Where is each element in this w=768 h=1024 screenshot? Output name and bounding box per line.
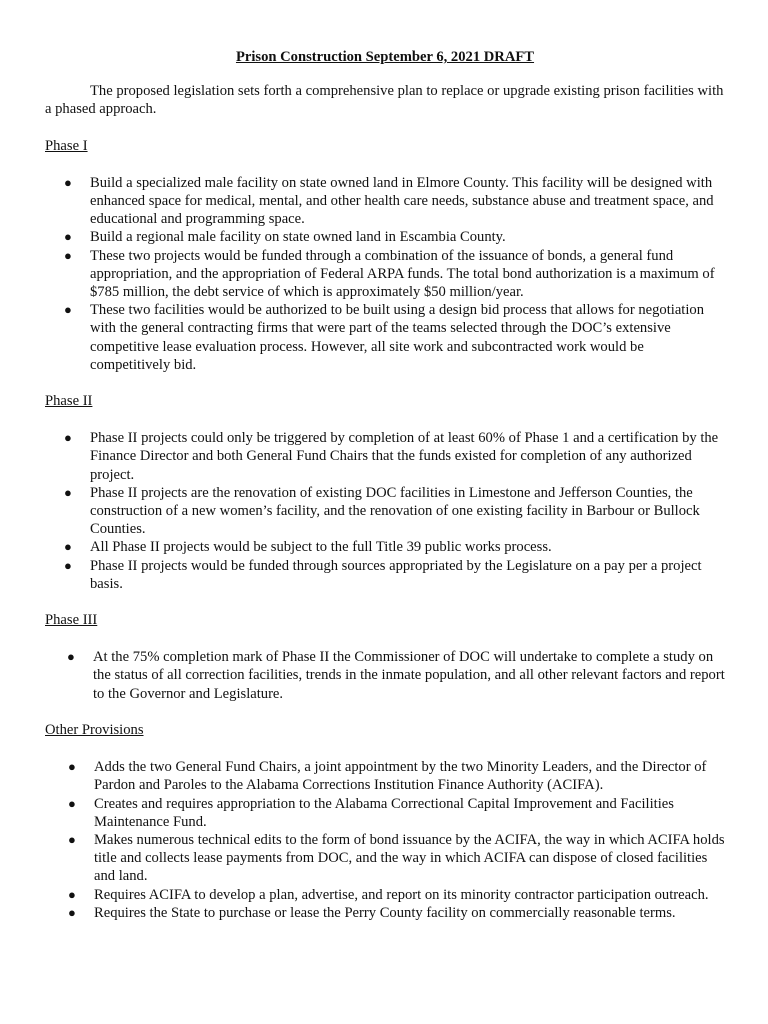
section-heading-other-provisions: Other Provisions — [45, 721, 144, 738]
list-item-text: Adds the two General Fund Chairs, a joint appointment by the two Minority Leaders, and the Director of Pardon and Paroles to the Alabama Corrections Institution Finance Authority (ACIFA). — [94, 759, 707, 794]
list-item — [45, 301, 725, 374]
bullet-icon: ● — [68, 886, 76, 902]
list-item-text: These two projects would be funded through a combination of the issuance of bonds, a general fund appropriation, and the appropriation of Federal ARPA funds. The total bond authorization is a maximum of $785 million, the debt service of which is approximately $50 million/year. — [90, 247, 715, 301]
list-item-text: Phase II projects would be funded through sources appropriated by the Legislature on a pay per a project basis. — [90, 557, 702, 592]
section-heading-phase-3: Phase III — [45, 612, 98, 629]
list-item — [45, 429, 725, 484]
bullet-icon: ● — [64, 229, 72, 245]
intro-paragraph: The proposed legislation sets forth a comprehensive plan to replace or upgrade existing prison facilities with a phased approach. — [45, 83, 724, 118]
phase-3-list — [45, 648, 725, 703]
section-heading-phase-2: Phase II — [45, 393, 93, 410]
bullet-icon: ● — [64, 247, 72, 263]
list-item — [45, 758, 725, 794]
list-item-text: Makes numerous technical edits to the form of bond issuance by the ACIFA, the way in which ACIFA holds title and collects lease payments from DOC, and the way in which ACIFA can dispose of closed facilities and land. — [94, 831, 725, 885]
list-item-text: Phase II projects are the renovation of existing DOC facilities in Limestone and Jefferson Counties, the construction of a new women’s facility, and the renovation of one existing facility in Barbour or Bullock Counties. — [90, 484, 700, 538]
list-item — [45, 247, 725, 302]
list-item — [45, 538, 725, 556]
list-item — [45, 795, 725, 831]
list-item-text: Requires the State to purchase or lease the Perry County facility on commercially reasonable terms. — [94, 904, 676, 921]
other-provisions-list — [45, 758, 725, 922]
list-item — [45, 484, 725, 539]
bullet-icon: ● — [64, 557, 72, 573]
bullet-icon: ● — [64, 484, 72, 500]
document-page — [45, 48, 725, 922]
bullet-icon: ● — [64, 539, 72, 555]
list-item — [45, 831, 725, 886]
phase-2-list — [45, 429, 725, 593]
list-item-text: Phase II projects could only be triggered by completion of at least 60% of Phase 1 and a certification by the Finance Director and both General Fund Chairs that the funds existed for completion of any authorized project. — [90, 430, 719, 483]
list-item-text: Requires ACIFA to develop a plan, advertise, and report on its minority contractor participation outreach. — [94, 886, 709, 903]
bullet-icon: ● — [64, 302, 72, 318]
list-item-text: At the 75% completion mark of Phase II the Commissioner of DOC will undertake to complete a study on the status of all correction facilities, trends in the inmate population, and all other relevant factors and report to the Governor and Legislature. — [93, 649, 725, 702]
list-item-text: Build a regional male facility on state owned land in Escambia County. — [90, 229, 506, 246]
bullet-icon: ● — [68, 904, 76, 920]
bullet-icon: ● — [68, 759, 76, 775]
list-item-text: These two facilities would be authorized to be built using a design bid process that allows for negotiation with the general contracting firms that were part of the teams selected through the DOC’s extensive competitive lease evaluation process. However, all site work and subcontracted work would be competitively bid. — [90, 302, 705, 373]
phase-1-list — [45, 174, 725, 374]
document-title: Prison Construction September 6, 2021 DRAFT — [235, 49, 535, 65]
list-item — [45, 557, 725, 593]
list-item-text: All Phase II projects would be subject to the full Title 39 public works process. — [90, 539, 552, 556]
bullet-icon: ● — [68, 795, 76, 811]
list-item — [45, 648, 725, 703]
list-item-text: Build a specialized male facility on state owned land in Elmore County. This facility will be designed with enhanced space for medical, mental, and other health care needs, substance abuse and treatment space, and educational and programming space. — [90, 174, 714, 228]
list-item — [45, 228, 725, 246]
list-item — [45, 886, 725, 904]
list-item-text: Creates and requires appropriation to the Alabama Correctional Capital Improvement and Facilities Maintenance Fund. — [94, 795, 674, 830]
bullet-icon: ● — [64, 174, 72, 190]
bullet-icon: ● — [64, 430, 72, 446]
bullet-icon: ● — [68, 831, 76, 847]
list-item — [45, 904, 725, 922]
bullet-icon: ● — [67, 649, 75, 665]
list-item — [45, 174, 725, 229]
section-heading-phase-1: Phase I — [45, 137, 88, 154]
